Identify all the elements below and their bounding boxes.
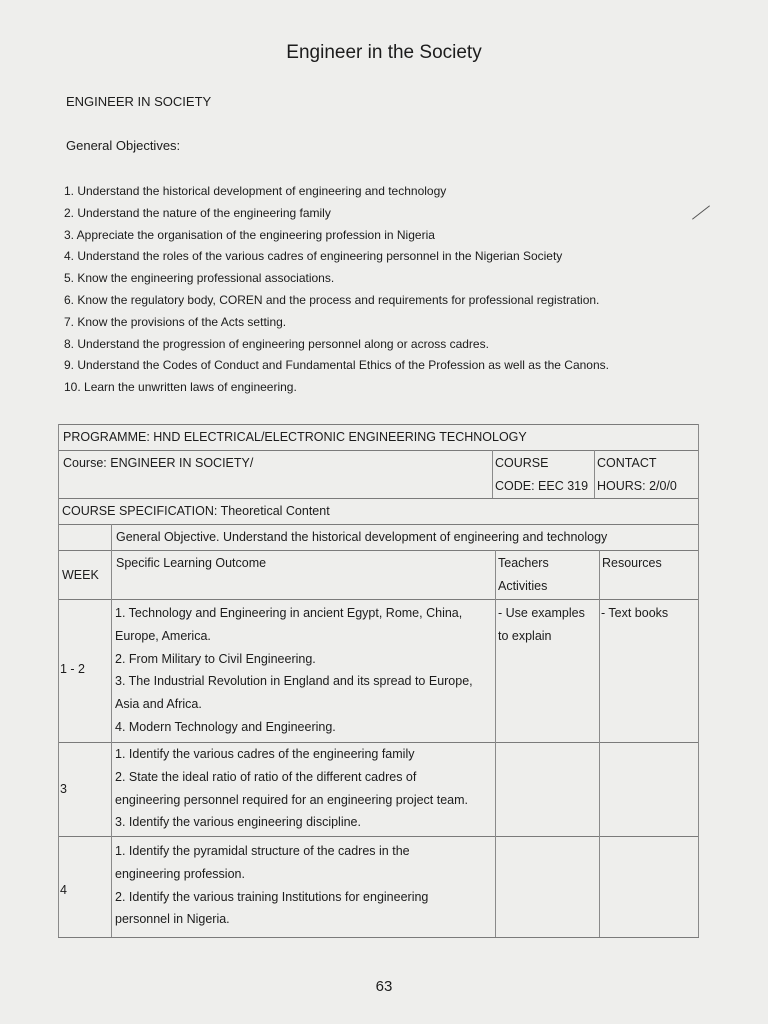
objective-item: 2. Understand the nature of the engineering family	[64, 205, 331, 220]
table-rule	[594, 450, 595, 498]
objective-item: 8. Understand the progression of engineering personnel along or across cadres.	[64, 336, 489, 351]
learning-outcome-header: Specific Learning Outcome	[116, 556, 267, 570]
table-rule	[58, 450, 699, 451]
contact-hours: CONTACT HOURS: 2/0/0	[597, 456, 677, 493]
week-cell: 1 - 2	[60, 662, 86, 676]
table-rule	[58, 424, 699, 425]
objective-item: 10. Learn the unwritten laws of engineering.	[64, 380, 297, 395]
table-rule	[599, 550, 600, 937]
learning-outcome-cell: 1. Identify the various cadres of the engineering family 2. State the ideal ratio of ratio of the different cadres of engineering personnel required for an engineering project team. 3. Identify the various engineering discipline.	[115, 747, 469, 830]
table-rule	[492, 450, 493, 498]
resources-header: Resources	[602, 556, 662, 570]
table-rule	[58, 599, 699, 600]
table-rule	[698, 424, 699, 937]
objectives-list	[64, 181, 609, 399]
objective-item: 5. Know the engineering professional associations.	[64, 271, 335, 286]
objective-item: 1. Understand the historical development of engineering and technology	[64, 184, 447, 198]
objective-item: 7. Know the provisions of the Acts setting.	[64, 314, 287, 329]
objective-item: 4. Understand the roles of the various cadres of engineering personnel in the Nigerian Society	[64, 249, 563, 264]
learning-outcome-cell: 1. Identify the pyramidal structure of the cadres in the engineering profession. 2. Identify the various training Institutions for engineering personnel in Nigeria.	[115, 844, 429, 927]
course-code: COURSE CODE: EEC 319	[495, 456, 589, 493]
week-cell: 3	[60, 782, 67, 796]
page-title: Engineer in the Society	[286, 42, 482, 63]
objective-item: 3. Appreciate the organisation of the engineering profession in Nigeria	[64, 227, 435, 242]
table-rule	[495, 550, 496, 937]
teachers-activities-header: Teachers Activities	[498, 556, 549, 593]
course-specification-table	[58, 424, 699, 938]
learning-outcome-cell: 1. Technology and Engineering in ancient Egypt, Rome, China, Europe, America. 2. From Military to Civil Engineering. 3. The Industrial Revolution in England and its spread to Europe, Asia and Africa. 4. Modern Technology and Engineering.	[115, 606, 473, 734]
general-objective-row: General Objective. Understand the historical development of engineering and technology	[116, 530, 608, 544]
week-cell: 4	[60, 883, 67, 897]
programme-label: PROGRAMME: HND ELECTRICAL/ELECTRONIC ENGINEERING TECHNOLOGY	[63, 430, 527, 444]
resources-cell: - Text books	[601, 606, 669, 620]
page-number: 63	[375, 978, 393, 995]
table-rule	[58, 498, 699, 499]
table-rule	[111, 524, 112, 937]
table-rule	[58, 937, 699, 938]
course-label: Course: ENGINEER IN SOCIETY/	[63, 456, 254, 470]
table-rule	[58, 524, 699, 525]
course-specification-label: COURSE SPECIFICATION: Theoretical Content	[62, 504, 330, 518]
section-heading: ENGINEER IN SOCIETY	[66, 94, 212, 109]
pencil-mark	[692, 205, 710, 219]
objective-item: 6. Know the regulatory body, COREN and the process and requirements for professional registration.	[64, 292, 600, 307]
table-rule	[58, 424, 59, 937]
table-rule	[58, 550, 699, 551]
table-rule	[58, 836, 699, 837]
objective-item: 9. Understand the Codes of Conduct and Fundamental Ethics of the Profession as well as the Canons.	[64, 358, 609, 373]
general-objectives-label: General Objectives:	[66, 138, 181, 153]
teacher-activities-cell: - Use examples to explain	[498, 606, 585, 643]
week-header: WEEK	[62, 568, 99, 582]
